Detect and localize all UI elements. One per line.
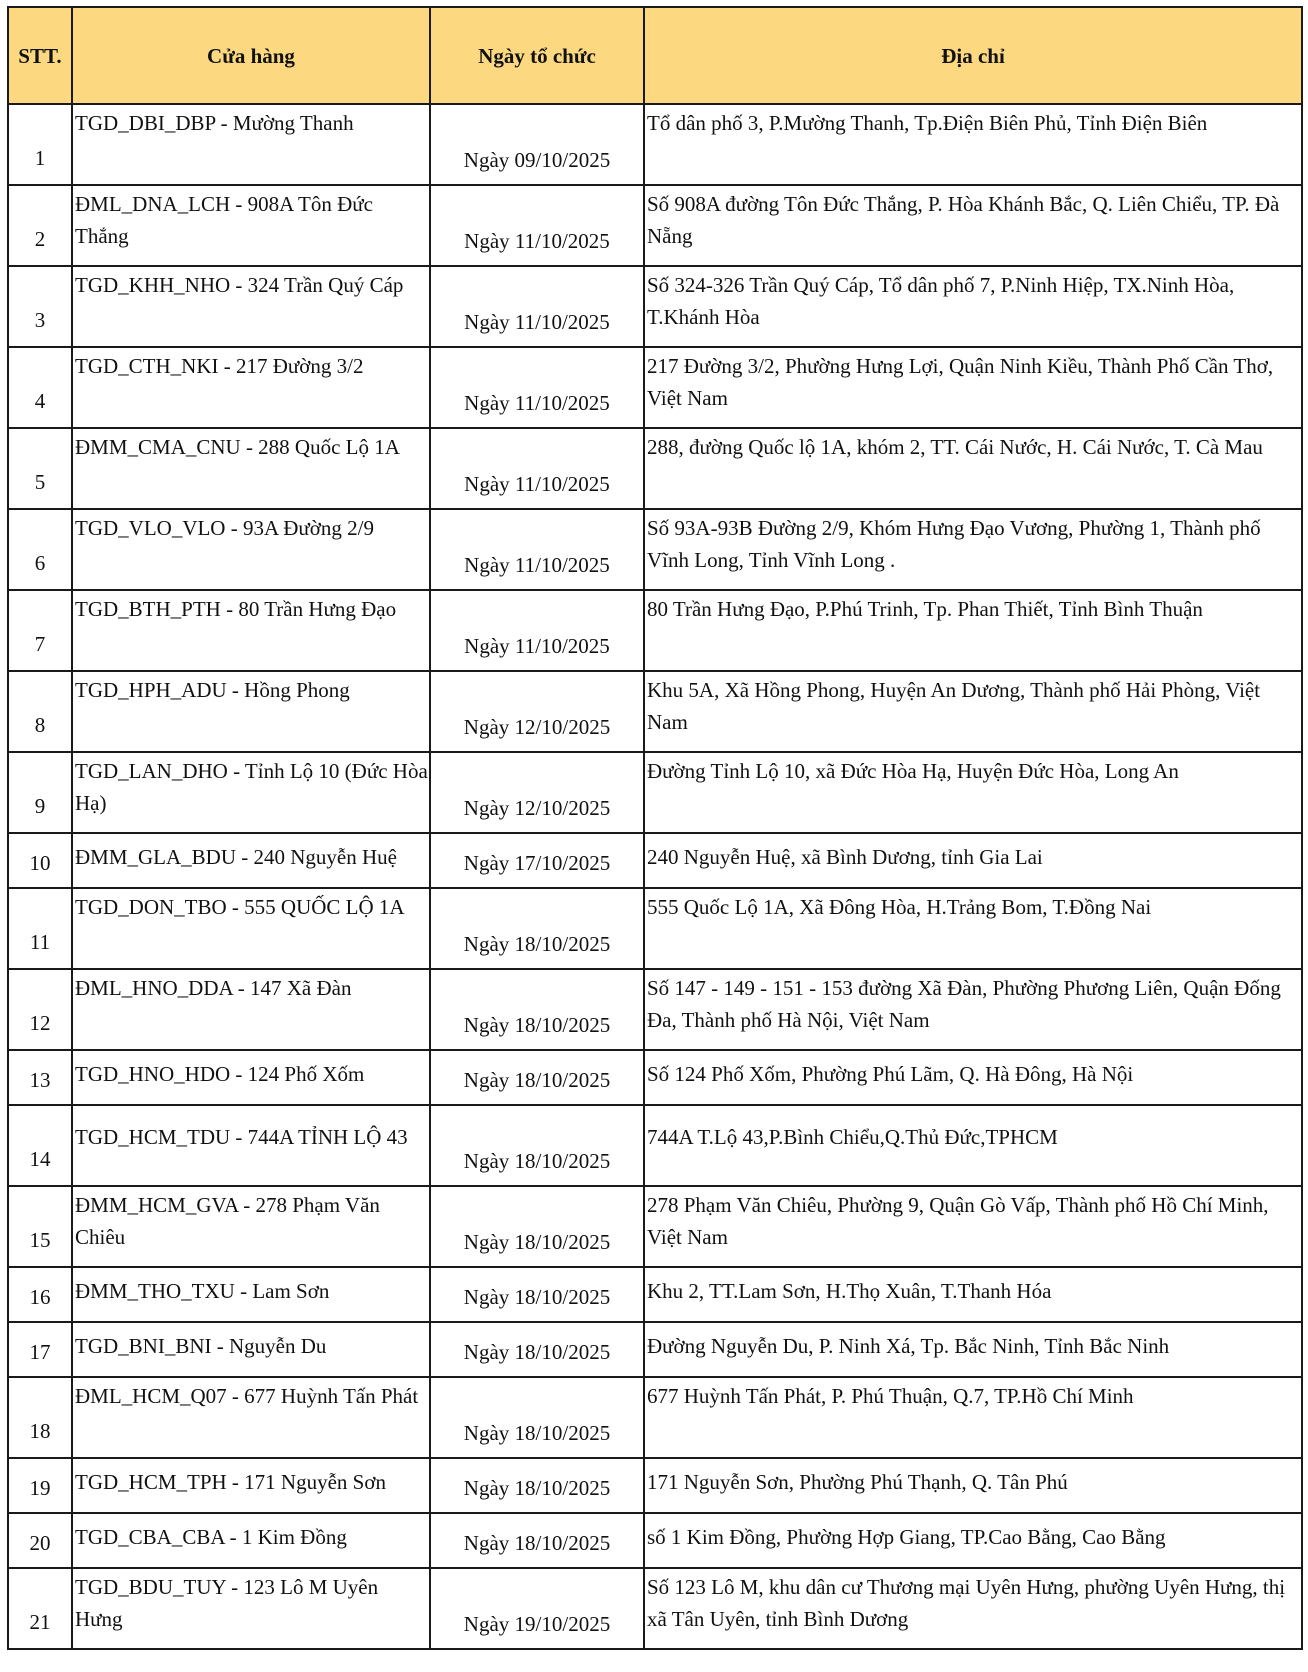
cell-date: Ngày 19/10/2025: [430, 1568, 644, 1649]
cell-date: Ngày 11/10/2025: [430, 347, 644, 428]
cell-date: Ngày 18/10/2025: [430, 1377, 644, 1458]
cell-store: ĐMM_HCM_GVA - 278 Phạm Văn Chiêu: [72, 1186, 430, 1267]
cell-stt: 13: [8, 1050, 72, 1105]
cell-stt: 6: [8, 509, 72, 590]
table-row: [8, 1322, 1302, 1377]
cell-address: 240 Nguyễn Huệ, xã Bình Dương, tỉnh Gia Lai: [644, 833, 1302, 888]
cell-address: 278 Phạm Văn Chiêu, Phường 9, Quận Gò Vấp, Thành phố Hồ Chí Minh, Việt Nam: [644, 1186, 1302, 1267]
cell-stt: 8: [8, 671, 72, 752]
header-stt: STT.: [8, 7, 72, 104]
cell-address: Số 908A đường Tôn Đức Thắng, P. Hòa Khánh Bắc, Q. Liên Chiểu, TP. Đà Nẵng: [644, 185, 1302, 266]
cell-store: TGD_HPH_ADU - Hồng Phong: [72, 671, 430, 752]
cell-store: TGD_VLO_VLO - 93A Đường 2/9: [72, 509, 430, 590]
cell-date: Ngày 18/10/2025: [430, 1513, 644, 1568]
table-row: [8, 428, 1302, 509]
cell-date: Ngày 11/10/2025: [430, 590, 644, 671]
table-row: [8, 833, 1302, 888]
table-row: [8, 1568, 1302, 1649]
cell-date: Ngày 18/10/2025: [430, 1458, 644, 1513]
table-row: [8, 1513, 1302, 1568]
cell-store: TGD_CBA_CBA - 1 Kim Đồng: [72, 1513, 430, 1568]
cell-date: Ngày 11/10/2025: [430, 266, 644, 347]
table-row: [8, 1377, 1302, 1458]
cell-address: 288, đường Quốc lộ 1A, khóm 2, TT. Cái Nước, H. Cái Nước, T. Cà Mau: [644, 428, 1302, 509]
table-row: [8, 969, 1302, 1050]
cell-address: Số 324-326 Trần Quý Cáp, Tổ dân phố 7, P.Ninh Hiệp, TX.Ninh Hòa, T.Khánh Hòa: [644, 266, 1302, 347]
cell-stt: 9: [8, 752, 72, 833]
table-row: [8, 347, 1302, 428]
cell-address: 677 Huỳnh Tấn Phát, P. Phú Thuận, Q.7, TP.Hồ Chí Minh: [644, 1377, 1302, 1458]
table-row: [8, 752, 1302, 833]
cell-stt: 7: [8, 590, 72, 671]
cell-stt: 3: [8, 266, 72, 347]
cell-address: Khu 5A, Xã Hồng Phong, Huyện An Dương, Thành phố Hải Phòng, Việt Nam: [644, 671, 1302, 752]
cell-stt: 5: [8, 428, 72, 509]
cell-stt: 11: [8, 888, 72, 969]
cell-address: Số 147 - 149 - 151 - 153 đường Xã Đàn, Phường Phương Liên, Quận Đống Đa, Thành phố Hà Nội, Việt Nam: [644, 969, 1302, 1050]
cell-date: Ngày 12/10/2025: [430, 671, 644, 752]
table-row: [8, 671, 1302, 752]
cell-store: TGD_DBI_DBP - Mường Thanh: [72, 104, 430, 185]
cell-store: ĐMM_GLA_BDU - 240 Nguyễn Huệ: [72, 833, 430, 888]
cell-date: Ngày 18/10/2025: [430, 1050, 644, 1105]
table-row: [8, 509, 1302, 590]
table-row: [8, 104, 1302, 185]
table-row: [8, 1458, 1302, 1513]
cell-address: Số 124 Phố Xốm, Phường Phú Lãm, Q. Hà Đông, Hà Nội: [644, 1050, 1302, 1105]
cell-stt: 15: [8, 1186, 72, 1267]
table-row: [8, 888, 1302, 969]
cell-stt: 14: [8, 1105, 72, 1186]
table-row: [8, 185, 1302, 266]
header-address: Địa chỉ: [644, 7, 1302, 104]
cell-address: Đường Nguyễn Du, P. Ninh Xá, Tp. Bắc Ninh, Tỉnh Bắc Ninh: [644, 1322, 1302, 1377]
table-row: [8, 1050, 1302, 1105]
cell-address: 744A T.Lộ 43,P.Bình Chiểu,Q.Thủ Đức,TPHCM: [644, 1105, 1302, 1186]
cell-stt: 16: [8, 1267, 72, 1322]
table-row: [8, 590, 1302, 671]
table-row: [8, 1105, 1302, 1186]
cell-date: Ngày 18/10/2025: [430, 888, 644, 969]
header-date: Ngày tổ chức: [430, 7, 644, 104]
cell-store: TGD_HCM_TPH - 171 Nguyễn Sơn: [72, 1458, 430, 1513]
table-row: [8, 1186, 1302, 1267]
store-event-table: [7, 6, 1303, 1650]
cell-date: Ngày 11/10/2025: [430, 428, 644, 509]
cell-date: Ngày 11/10/2025: [430, 509, 644, 590]
cell-store: TGD_HCM_TDU - 744A TỈNH LỘ 43: [72, 1105, 430, 1186]
cell-store: ĐML_HCM_Q07 - 677 Huỳnh Tấn Phát: [72, 1377, 430, 1458]
cell-store: TGD_LAN_DHO - Tỉnh Lộ 10 (Đức Hòa Hạ): [72, 752, 430, 833]
cell-store: ĐMM_CMA_CNU - 288 Quốc Lộ 1A: [72, 428, 430, 509]
cell-address: 555 Quốc Lộ 1A, Xã Đông Hòa, H.Trảng Bom, T.Đồng Nai: [644, 888, 1302, 969]
cell-stt: 17: [8, 1322, 72, 1377]
header-row: [8, 7, 1302, 104]
table-body: [8, 104, 1302, 1649]
header-store: Cửa hàng: [72, 7, 430, 104]
cell-store: TGD_KHH_NHO - 324 Trần Quý Cáp: [72, 266, 430, 347]
table-row: [8, 266, 1302, 347]
cell-date: Ngày 09/10/2025: [430, 104, 644, 185]
cell-stt: 20: [8, 1513, 72, 1568]
cell-address: số 1 Kim Đồng, Phường Hợp Giang, TP.Cao Bằng, Cao Bằng: [644, 1513, 1302, 1568]
cell-stt: 18: [8, 1377, 72, 1458]
cell-address: Tổ dân phố 3, P.Mường Thanh, Tp.Điện Biên Phủ, Tỉnh Điện Biên: [644, 104, 1302, 185]
cell-store: ĐML_HNO_DDA - 147 Xã Đàn: [72, 969, 430, 1050]
cell-date: Ngày 12/10/2025: [430, 752, 644, 833]
cell-stt: 10: [8, 833, 72, 888]
cell-store: ĐMM_THO_TXU - Lam Sơn: [72, 1267, 430, 1322]
cell-store: TGD_HNO_HDO - 124 Phố Xốm: [72, 1050, 430, 1105]
cell-stt: 21: [8, 1568, 72, 1649]
cell-store: ĐML_DNA_LCH - 908A Tôn Đức Thắng: [72, 185, 430, 266]
cell-address: 80 Trần Hưng Đạo, P.Phú Trinh, Tp. Phan Thiết, Tỉnh Bình Thuận: [644, 590, 1302, 671]
cell-date: Ngày 18/10/2025: [430, 1186, 644, 1267]
cell-stt: 19: [8, 1458, 72, 1513]
cell-stt: 2: [8, 185, 72, 266]
cell-address: 171 Nguyễn Sơn, Phường Phú Thạnh, Q. Tân Phú: [644, 1458, 1302, 1513]
cell-address: Khu 2, TT.Lam Sơn, H.Thọ Xuân, T.Thanh Hóa: [644, 1267, 1302, 1322]
cell-stt: 12: [8, 969, 72, 1050]
cell-date: Ngày 18/10/2025: [430, 1267, 644, 1322]
cell-date: Ngày 18/10/2025: [430, 1322, 644, 1377]
cell-store: TGD_BTH_PTH - 80 Trần Hưng Đạo: [72, 590, 430, 671]
cell-store: TGD_BNI_BNI - Nguyễn Du: [72, 1322, 430, 1377]
table-row: [8, 1267, 1302, 1322]
cell-date: Ngày 11/10/2025: [430, 185, 644, 266]
cell-store: TGD_DON_TBO - 555 QUỐC LỘ 1A: [72, 888, 430, 969]
cell-address: 217 Đường 3/2, Phường Hưng Lợi, Quận Ninh Kiều, Thành Phố Cần Thơ, Việt Nam: [644, 347, 1302, 428]
cell-date: Ngày 17/10/2025: [430, 833, 644, 888]
cell-date: Ngày 18/10/2025: [430, 969, 644, 1050]
cell-address: Đường Tỉnh Lộ 10, xã Đức Hòa Hạ, Huyện Đức Hòa, Long An: [644, 752, 1302, 833]
cell-store: TGD_CTH_NKI - 217 Đường 3/2: [72, 347, 430, 428]
cell-address: Số 93A-93B Đường 2/9, Khóm Hưng Đạo Vương, Phường 1, Thành phố Vĩnh Long, Tỉnh Vĩnh Long .: [644, 509, 1302, 590]
cell-stt: 1: [8, 104, 72, 185]
cell-store: TGD_BDU_TUY - 123 Lô M Uyên Hưng: [72, 1568, 430, 1649]
cell-stt: 4: [8, 347, 72, 428]
cell-date: Ngày 18/10/2025: [430, 1105, 644, 1186]
cell-address: Số 123 Lô M, khu dân cư Thương mại Uyên Hưng, phường Uyên Hưng, thị xã Tân Uyên, tỉnh Bình Dương: [644, 1568, 1302, 1649]
